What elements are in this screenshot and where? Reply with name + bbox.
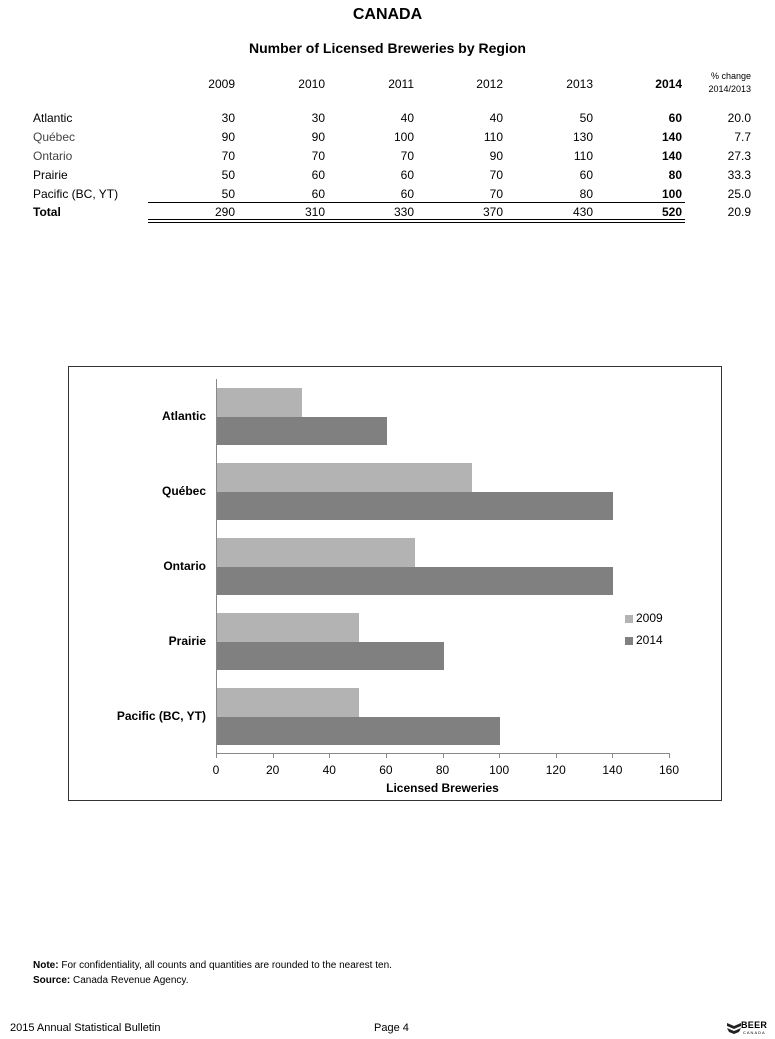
bar-2014 <box>217 567 613 596</box>
table-cell: 90 <box>221 130 235 144</box>
beer-canada-logo: BEER CANADA <box>726 1020 772 1036</box>
x-tick <box>499 753 500 758</box>
legend-label-2014: 2014 <box>636 633 663 647</box>
footer-publication: 2015 Annual Statistical Bulletin <box>10 1022 161 1034</box>
x-axis-title: Licensed Breweries <box>386 781 499 795</box>
legend-swatch-2009 <box>625 615 633 623</box>
bar-2009 <box>217 388 302 417</box>
row-label: Ontario <box>33 149 73 163</box>
total-cell: 370 <box>482 205 503 219</box>
table-cell: 110 <box>483 130 503 144</box>
legend-label-2009: 2009 <box>636 611 663 625</box>
table-title: Number of Licensed Breweries by Region <box>249 40 526 56</box>
x-tick-label: 0 <box>212 763 220 777</box>
category-label: Prairie <box>168 633 206 648</box>
col-header-2012: 2012 <box>476 77 503 91</box>
category-label: Pacific (BC, YT) <box>116 708 206 723</box>
pct-change-cell: 33.3 <box>727 168 751 182</box>
total-rule-double <box>148 219 685 223</box>
source-line: Source: Canada Revenue Agency. <box>33 975 189 986</box>
legend-swatch-2014 <box>625 637 633 645</box>
col-header-2013: 2013 <box>566 77 593 91</box>
x-tick <box>443 753 444 758</box>
x-tick <box>329 753 330 758</box>
table-cell: 80 <box>579 187 593 201</box>
table-cell: 60 <box>311 168 325 182</box>
table-cell: 50 <box>579 111 593 125</box>
table-cell: 90 <box>311 130 325 144</box>
table-cell: 70 <box>311 149 325 163</box>
x-tick-label: 160 <box>658 763 680 777</box>
table-cell: 60 <box>311 187 325 201</box>
x-tick <box>273 753 274 758</box>
bar-2009 <box>217 613 359 642</box>
table-cell: 60 <box>400 168 414 182</box>
x-tick <box>669 753 670 758</box>
total-pct-change: 20.9 <box>727 205 751 219</box>
table-cell: 140 <box>661 149 682 163</box>
category-label: Ontario <box>163 558 206 573</box>
pct-change-cell: 27.3 <box>727 149 751 163</box>
x-tick-label: 20 <box>265 763 280 777</box>
col-header-pct-change: % change 2014/2013 <box>708 71 751 94</box>
x-tick <box>556 753 557 758</box>
footer-page-number: Page 4 <box>374 1022 409 1034</box>
x-tick-label: 60 <box>379 763 393 777</box>
bar-2014 <box>217 492 613 521</box>
table-cell: 100 <box>393 130 414 144</box>
x-tick <box>612 753 613 758</box>
total-rule-top <box>148 202 685 203</box>
table-cell: 70 <box>489 168 503 182</box>
table-cell: 140 <box>661 130 682 144</box>
shield-logo-icon <box>726 1022 742 1034</box>
x-tick-label: 40 <box>322 763 336 777</box>
note-line: Note: For confidentiality, all counts and quantities are rounded to the nearest ten. <box>33 960 392 971</box>
x-tick-label: 80 <box>435 763 450 777</box>
table-cell: 100 <box>661 187 682 201</box>
total-cell: 330 <box>393 205 414 219</box>
col-header-2014: 2014 <box>655 77 682 91</box>
x-tick-label: 120 <box>545 763 566 777</box>
bar-2014 <box>217 642 444 671</box>
page-title: CANADA <box>352 6 423 23</box>
col-header-2011: 2011 <box>388 77 414 91</box>
table-cell: 30 <box>311 111 325 125</box>
pct-change-cell: 20.0 <box>727 111 751 125</box>
table-cell: 60 <box>579 168 593 182</box>
bar-2014 <box>217 717 500 746</box>
pct-change-cell: 25.0 <box>727 187 751 201</box>
category-label: Québec <box>161 483 206 498</box>
row-label: Prairie <box>33 168 68 182</box>
table-cell: 70 <box>489 187 503 201</box>
bar-2009 <box>217 688 359 717</box>
table-cell: 40 <box>489 111 503 125</box>
row-label: Pacific (BC, YT) <box>33 187 119 201</box>
x-tick <box>386 753 387 758</box>
table-cell: 90 <box>489 149 503 163</box>
row-label: Atlantic <box>33 111 73 125</box>
bar-2014 <box>217 417 387 446</box>
total-label: Total <box>33 205 61 219</box>
table-cell: 80 <box>668 168 682 182</box>
col-header-2009: 2009 <box>208 77 235 91</box>
bar-2009 <box>217 538 415 567</box>
table-cell: 70 <box>221 149 235 163</box>
table-cell: 60 <box>668 111 682 125</box>
total-cell: 520 <box>661 205 682 219</box>
total-cell: 290 <box>214 205 235 219</box>
total-cell: 430 <box>572 205 593 219</box>
x-tick-label: 140 <box>602 763 623 777</box>
table-cell: 130 <box>572 130 593 144</box>
x-tick-label: 100 <box>489 763 510 777</box>
table-cell: 50 <box>221 187 235 201</box>
table-cell: 110 <box>573 149 593 163</box>
x-tick <box>216 753 217 758</box>
bar-2009 <box>217 463 472 492</box>
row-label: Québec <box>33 130 76 144</box>
table-cell: 50 <box>221 168 235 182</box>
category-label: Atlantic <box>161 408 206 423</box>
total-cell: 310 <box>304 205 325 219</box>
table-cell: 60 <box>400 187 414 201</box>
table-cell: 40 <box>400 111 414 125</box>
pct-change-cell: 7.7 <box>734 130 751 144</box>
col-header-2010: 2010 <box>298 77 325 91</box>
table-cell: 30 <box>221 111 235 125</box>
table-cell: 70 <box>400 149 414 163</box>
